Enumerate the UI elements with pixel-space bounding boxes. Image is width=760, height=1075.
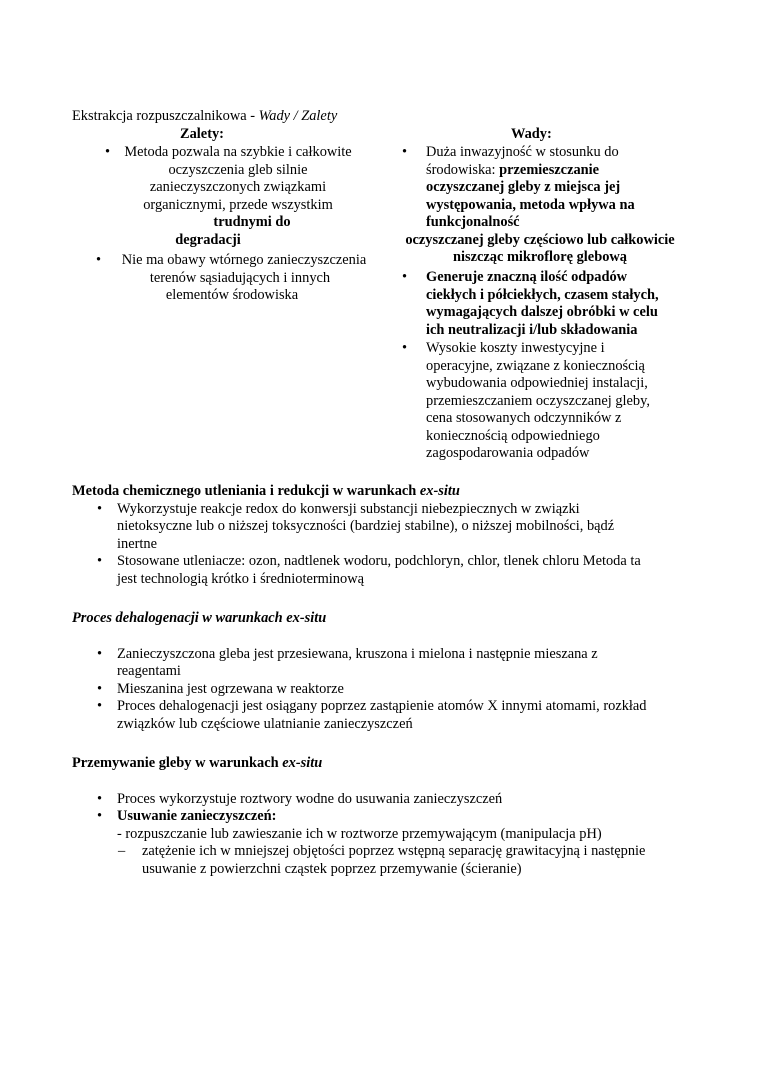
section-title: Metoda chemicznego utleniania i redukcji w warunkach ex-situ — [72, 483, 460, 499]
list-item: • Stosowane utleniacze: ozon, nadtlenek wodoru, podchloryn, chlor, tlenek chloru Metoda ta jest technologią krótko i średnioterminową — [97, 553, 641, 587]
document-heading: Ekstrakcja rozpuszczalnikowa - Wady / Zalety — [72, 108, 338, 124]
list-item: • Usuwanie zanieczyszczeń: - rozpuszczanie lub zawieszanie ich w roztworze przemywającym (manipulacja pH) — [97, 808, 602, 842]
list-item: • Zanieczyszczona gleba jest przesiewana, kruszona i mielona i następnie mieszana z reagentami — [97, 645, 598, 679]
bullet-icon: • — [97, 500, 103, 517]
bullet-icon: • — [97, 790, 103, 807]
bullet-icon: • — [97, 680, 103, 697]
bullet-icon: • — [105, 144, 111, 160]
section-soil-washing — [72, 755, 692, 878]
bullet-icon: • — [96, 252, 102, 268]
section-chemical-oxidation — [72, 483, 692, 588]
cons-item-2: • Generuje znaczną ilość odpadów ciekłych i półciekłych, czasem stałych, wymagających dalszej obróbki w celu ich neutralizacji i/lub składowania — [402, 269, 659, 338]
section-title: Przemywanie gleby w warunkach ex-situ — [72, 755, 323, 771]
list-item: • Proces wykorzystuje roztwory wodne do usuwania zanieczyszczeń — [97, 790, 503, 807]
bullet-icon: • — [402, 144, 408, 160]
bullet-icon: • — [97, 553, 103, 569]
list-item: • Mieszanina jest ogrzewana w reaktorze — [97, 680, 344, 697]
cons-item-3: • Wysokie koszty inwestycyjne i operacyjne, związane z koniecznością wybudowania odpowiedniej instalacji, przemieszczaniem oczyszczanej gleby, cena stosowanych odczynników z koniecznością odpowiedniego zagospodarowania odpadów — [402, 340, 650, 461]
pros-title: Zalety: — [180, 126, 224, 142]
bullet-icon: • — [97, 645, 103, 662]
bullet-icon: • — [97, 698, 103, 714]
bullet-icon: • — [402, 340, 408, 356]
section-dehalogenation — [72, 610, 692, 733]
bullet-icon: • — [97, 808, 103, 824]
list-item: • Wykorzystuje reakcje redox do konwersji substancji niebezpiecznych w związki nietoksyczne lub o niższej toksyczności (bardziej stabilne), o niższej mobilności, bądź inertne — [97, 500, 615, 552]
list-item: • Proces dehalogenacji jest osiągany poprzez zastąpienie atomów X innymi atomami, rozkład związków lub częściowe ulatnianie zanieczyszczeń — [97, 698, 647, 732]
cons-item-1: • Duża inwazyjność w stosunku do środowiska: przemieszczanie oczyszczanej gleby z miejsca jej występowania, metoda wpływa na funkcjonalność oczyszczanej gleby częściowo lub całkowicie niszcząc mikroflorę glebową — [402, 144, 675, 265]
sub-list-item: – zatężenie ich w mniejszej objętości poprzez wstępną separację grawitacyjną i następnie usuwanie z powierzchni cząstek poprzez przemywanie (ścieranie) — [118, 843, 646, 877]
cons-title: Wady: — [511, 126, 552, 142]
pros-item-2: • Nie ma obawy wtórnego zanieczyszczenia terenów sąsiadujących i innych elementów środowiska — [96, 252, 367, 303]
section-title: Proces dehalogenacji w warunkach ex-situ — [72, 610, 327, 626]
dash-icon: – — [118, 843, 126, 859]
bullet-icon: • — [402, 269, 408, 285]
pros-item-1: • Metoda pozwala na szybkie i całkowite oczyszczenia gleb silnie zanieczyszczonych związkami organicznymi, przede wszystkim trudnymi do degradacji — [105, 144, 352, 248]
